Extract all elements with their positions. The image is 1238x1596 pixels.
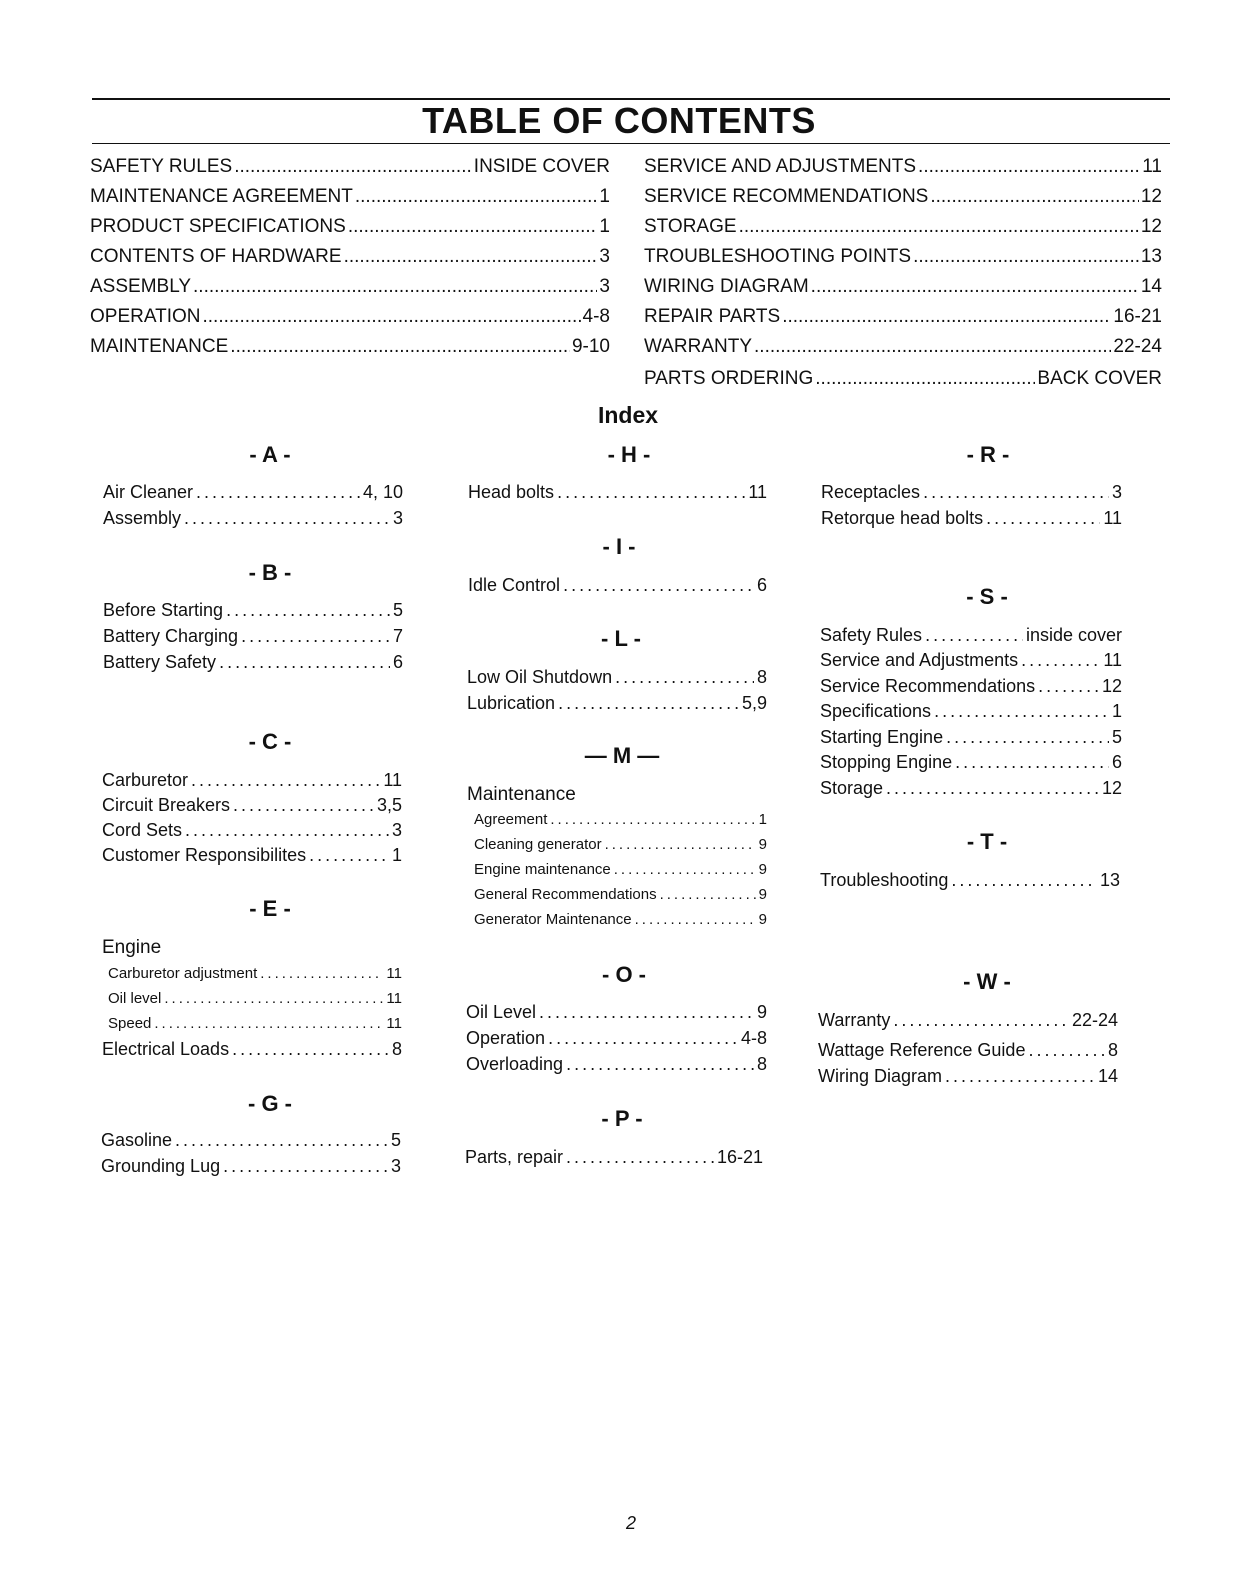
index-letter-i: - I - (602, 534, 636, 559)
index-letter-h: - H - (607, 442, 651, 467)
index-entry: Storage ..... 12 (820, 776, 1122, 800)
index-entry: Gasoline ..... 5 (101, 1128, 401, 1152)
index-subentry: Generator Maintenance ..... 9 (474, 908, 767, 932)
toc-entry: CONTENTS OF HARDWARE ..... 3 (90, 244, 610, 270)
index-subentry: Engine maintenance ..... 9 (474, 858, 767, 882)
index-letter-r: - R - (966, 442, 1010, 467)
index-subentry: Agreement ..... 1 (474, 808, 767, 832)
index-letter-e: - E - (249, 896, 291, 921)
toc-entry: TROUBLESHOOTING POINTS ..... 13 (644, 244, 1162, 270)
toc-entry: WARRANTY ..... 22-24 (644, 334, 1162, 360)
index-entry: Warranty ..... 22-24 (818, 1008, 1118, 1032)
index-entry: Customer Responsibilites ..... 1 (102, 843, 402, 867)
toc-entry: ASSEMBLY ..... 3 (90, 274, 610, 300)
toc-entry: MAINTENANCE AGREEMENT ..... 1 (90, 184, 610, 210)
index-entry: Operation ..... 4-8 (466, 1026, 767, 1050)
index-subentry: Speed ..... 11 (108, 1012, 402, 1036)
index-title: Index (597, 402, 659, 428)
toc-entry: SERVICE AND ADJUSTMENTS ..... 11 (644, 154, 1162, 180)
index-subentry: Oil level ..... 11 (108, 987, 402, 1011)
index-entry: Idle Control ..... 6 (468, 573, 767, 597)
index-entry: Retorque head bolts ..... 11 (821, 506, 1122, 530)
index-letter-c: - C - (248, 729, 292, 754)
index-entry: Oil Level ..... 9 (466, 1000, 767, 1024)
index-subentry: Cleaning generator ..... 9 (474, 833, 767, 857)
toc-entry: PRODUCT SPECIFICATIONS ..... 1 (90, 214, 610, 240)
index-letter-w: - W - (963, 969, 1011, 994)
index-entry: Air Cleaner ..... 4, 10 (103, 480, 403, 504)
index-entry: Before Starting ..... 5 (103, 598, 403, 622)
index-subentry: Carburetor adjustment ..... 11 (108, 962, 402, 986)
index-entry: Battery Safety ..... 6 (103, 650, 403, 674)
index-entry: Starting Engine ..... 5 (820, 725, 1122, 749)
index-letter-a: - A - (249, 442, 291, 467)
index-entry: Lubrication ..... 5,9 (467, 691, 767, 715)
index-letter-l: - L - (601, 626, 641, 651)
index-letter-g: - G - (248, 1091, 292, 1116)
index-entry: Low Oil Shutdown ..... 8 (467, 665, 767, 689)
index-entry: Specifications ..... 1 (820, 699, 1122, 723)
index-entry: Electrical Loads ..... 8 (102, 1037, 402, 1061)
index-entry: Troubleshooting ..... 13 (820, 868, 1120, 892)
index-entry: Grounding Lug ..... 3 (101, 1154, 401, 1178)
page-title: TABLE OF CONTENTS (422, 100, 816, 141)
index-entry: Stopping Engine ..... 6 (820, 750, 1122, 774)
index-letter-o: - O - (602, 962, 646, 987)
index-entry: Wiring Diagram ..... 14 (818, 1064, 1118, 1088)
index-letter-p: - P - (601, 1106, 643, 1131)
index-entry: Receptacles ..... 3 (821, 480, 1122, 504)
index-entry: Assembly ..... 3 (103, 506, 403, 530)
index-entry: Carburetor ..... 11 (102, 768, 402, 792)
index-entry: Safety Rules ..... inside cover (820, 623, 1122, 647)
index-letter-t: - T - (966, 829, 1008, 854)
toc-entry: SAFETY RULES ..... INSIDE COVER (90, 154, 610, 180)
index-subentry: General Recommendations ..... 9 (474, 883, 767, 907)
index-entry: Parts, repair ..... 16-21 (465, 1145, 763, 1169)
index-letter-s: - S - (966, 584, 1008, 609)
index-subheading-engine: Engine (102, 937, 162, 958)
toc-entry: PARTS ORDERING ..... BACK COVER (644, 366, 1162, 392)
toc-entry: MAINTENANCE ..... 9-10 (90, 334, 610, 360)
index-entry: Circuit Breakers ..... 3,5 (102, 793, 402, 817)
index-subheading-maintenance: Maintenance (467, 784, 576, 805)
toc-entry: SERVICE RECOMMENDATIONS ..... 12 (644, 184, 1162, 210)
index-entry: Head bolts ..... 11 (468, 480, 767, 504)
index-entry: Service Recommendations ..... 12 (820, 674, 1122, 698)
index-entry: Overloading ..... 8 (466, 1052, 767, 1076)
toc-entry: STORAGE ..... 12 (644, 214, 1162, 240)
index-entry: Service and Adjustments ..... 11 (820, 648, 1122, 672)
toc-entry: REPAIR PARTS ..... 16-21 (644, 304, 1162, 330)
title-underline (92, 143, 1170, 144)
toc-entry: WIRING DIAGRAM ..... 14 (644, 274, 1162, 300)
index-entry: Wattage Reference Guide ..... 8 (818, 1038, 1118, 1062)
page-number: 2 (625, 1513, 636, 1533)
index-letter-b: - B - (248, 560, 292, 585)
index-entry: Battery Charging ..... 7 (103, 624, 403, 648)
index-letter-m: — M — (584, 743, 660, 768)
index-entry: Cord Sets ..... 3 (102, 818, 402, 842)
toc-entry: OPERATION ..... 4-8 (90, 304, 610, 330)
